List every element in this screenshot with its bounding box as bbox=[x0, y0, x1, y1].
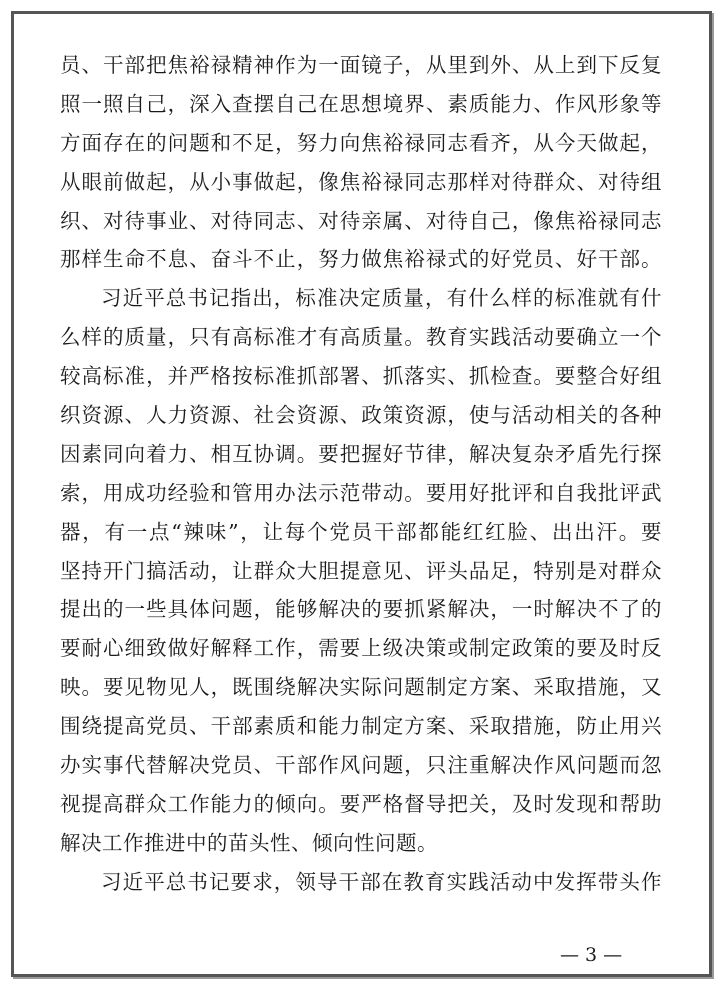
text-line: 坚持开门搞活动，让群众大胆提意见、评头品足，特别是对群众 bbox=[60, 558, 662, 583]
paragraph-end-line: 解决工作推进中的苗头性、倾向性问题。 bbox=[60, 830, 438, 855]
text-line: 员、干部把焦裕禄精神作为一面镜子，从里到外、从上到下反复 bbox=[60, 53, 662, 77]
text-line: 提出的一些具体问题，能够解决的要抓紧解决，一时解决不了的 bbox=[60, 597, 662, 622]
text-line: 办实事代替解决党员、干部作风问题，只注重解决作风问题而忽 bbox=[60, 753, 662, 778]
paragraph-start-line: 习近平总书记要求，领导干部在教育实践活动中发挥带头作 bbox=[101, 869, 662, 894]
text-line: 从眼前做起，从小事做起，像焦裕禄同志那样对待群众、对待组 bbox=[60, 169, 662, 194]
text-line: 照一照自己，深入查摆自己在思想境界、素质能力、作风形象等 bbox=[60, 91, 662, 116]
text-line: 方面存在的问题和不足，努力向焦裕禄同志看齐，从今天做起， bbox=[60, 130, 662, 155]
text-line: 织资源、人力资源、社会资源、政策资源，使与活动相关的各种 bbox=[60, 403, 662, 428]
document-body bbox=[60, 46, 662, 902]
text-line: 要耐心细致做好解释工作，需要上级决策或制定政策的要及时反 bbox=[60, 636, 662, 661]
text-line: 映。要见物见人，既围绕解决实际问题制定方案、采取措施，又 bbox=[60, 675, 662, 700]
text-line: 较高标准，并严格按标准抓部署、抓落实、抓检查。要整合好组 bbox=[60, 364, 662, 389]
text-line: 器，有一点“辣味”，让每个党员干部都能红红脸、出出汗。要 bbox=[60, 519, 662, 544]
text-line: 那样生命不息、奋斗不止，努力做焦裕禄式的好党员、好干部。 bbox=[60, 247, 662, 272]
text-line: 围绕提高党员、干部素质和能力制定方案、采取措施，防止用兴 bbox=[60, 714, 662, 739]
page-number: — 3 — bbox=[560, 944, 623, 966]
text-line: 索，用成功经验和管用办法示范带动。要用好批评和自我批评武 bbox=[60, 480, 662, 505]
text-line: 织、对待事业、对待同志、对待亲属、对待自己，像焦裕禄同志 bbox=[60, 208, 662, 233]
text-line: 视提高群众工作能力的倾向。要严格督导把关，及时发现和帮助 bbox=[60, 791, 662, 816]
text-line: 么样的质量，只有高标准才有高质量。教育实践活动要确立一个 bbox=[60, 325, 662, 350]
text-line: 因素同向着力、相互协调。要把握好节律，解决复杂矛盾先行探 bbox=[60, 441, 662, 466]
paragraph-start-line: 习近平总书记指出，标准决定质量，有什么样的标准就有什 bbox=[101, 286, 662, 311]
